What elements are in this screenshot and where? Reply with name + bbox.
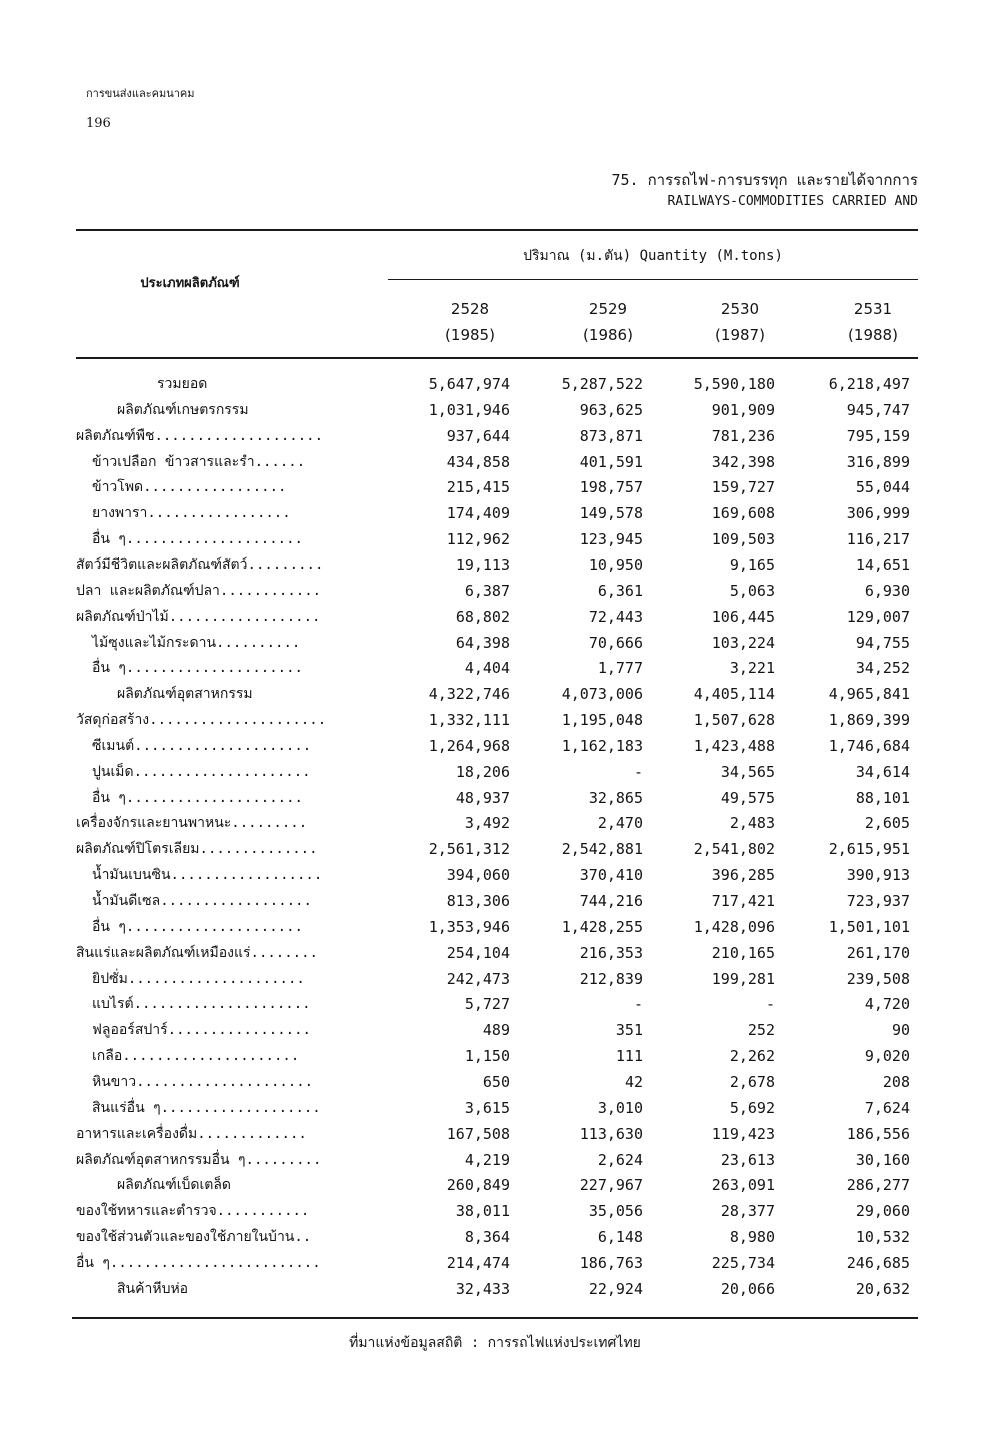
row-value: 1,501,101: [828, 917, 910, 936]
row-value: 2,678: [729, 1072, 775, 1091]
row-value: 29,060: [855, 1202, 910, 1221]
row-value: 744,216: [579, 892, 643, 910]
row-value: 103,224: [711, 633, 775, 652]
row-label: ผลิตภัณฑ์ป่าไม้..................: [76, 608, 321, 625]
row-label: ซีเมนต์.....................: [92, 737, 312, 754]
row-value: 208: [882, 1072, 910, 1091]
row-value: -: [765, 995, 775, 1014]
row-value: 254,104: [446, 943, 510, 962]
row-value: 186,763: [579, 1253, 643, 1272]
row-value: 650: [482, 1072, 510, 1091]
row-value: 94,755: [855, 633, 910, 652]
year-be: 2530: [720, 300, 760, 318]
row-value: 5,647,974: [428, 375, 510, 393]
table-row: [0, 914, 990, 940]
row-label: ปูนเม็ด.....................: [92, 763, 311, 780]
table-row: [0, 1095, 990, 1121]
year-be: 2529: [588, 300, 628, 318]
row-label: อื่น ๆ.....................: [92, 531, 303, 548]
row-value: 286,277: [846, 1176, 910, 1195]
table-row: [0, 604, 990, 630]
quantity-header: ปริมาณ (ม.ตัน) Quantity (M.tons): [523, 248, 783, 264]
year-ce: (1988): [848, 326, 898, 344]
row-value: 42: [624, 1072, 643, 1091]
row-label: ผลิตภัณฑ์พืช....................: [76, 427, 324, 444]
source-note: ที่มาแห่งข้อมูลสถิติ : การรถไฟแห่งประเทศไทย: [349, 1335, 641, 1351]
row-value: 30,160: [855, 1150, 910, 1169]
table-row: [0, 630, 990, 656]
table-row: [0, 526, 990, 552]
row-value: -: [633, 995, 643, 1014]
row-value: 64,398: [455, 633, 510, 652]
table-row: [0, 1276, 990, 1302]
row-value: 34,565: [720, 762, 775, 781]
row-value: 937,644: [446, 426, 510, 445]
table-row: [0, 1224, 990, 1250]
table-row: [0, 474, 990, 500]
row-value: 717,421: [711, 892, 775, 910]
row-value: 7,624: [864, 1098, 910, 1117]
row-value: 434,858: [446, 452, 510, 471]
row-label: หินขาว.....................: [92, 1073, 314, 1090]
table-row: [0, 810, 990, 836]
table-row: [0, 1017, 990, 1043]
row-value: 19,113: [455, 555, 510, 574]
row-value: 14,651: [855, 555, 910, 574]
header-bottom-rule: [76, 357, 918, 359]
row-value: 401,591: [579, 452, 643, 471]
year-column-header: [425, 296, 515, 348]
row-value: 227,967: [579, 1176, 643, 1195]
row-label: ยางพารา.................: [92, 505, 291, 522]
row-value: 2,262: [729, 1047, 775, 1066]
table-row: [0, 1250, 990, 1276]
table-row: [0, 1147, 990, 1173]
row-value: 1,195,048: [561, 711, 643, 730]
row-value: 149,578: [579, 504, 643, 523]
table-row: [0, 500, 990, 526]
table-row: [0, 449, 990, 475]
row-value: 34,252: [855, 659, 910, 678]
row-value: 4,404: [464, 659, 510, 678]
row-label: ผลิตภัณฑ์อุตสาหกรรมอื่น ๆ.........: [76, 1151, 322, 1168]
top-rule: [76, 229, 918, 231]
row-value: 20,632: [855, 1279, 910, 1298]
row-value: 109,503: [711, 530, 775, 549]
row-label: น้ำมันเบนซิน..................: [92, 867, 323, 884]
row-value: 3,615: [464, 1098, 510, 1117]
row-value: 6,387: [464, 581, 510, 600]
row-value: 342,398: [711, 452, 775, 471]
year-column-header: [828, 296, 918, 348]
row-value: 306,999: [846, 504, 910, 523]
row-value: 199,281: [711, 969, 775, 988]
row-value: 246,685: [846, 1253, 910, 1272]
bottom-rule: [72, 1317, 918, 1319]
row-value: 70,666: [588, 633, 643, 652]
table-row: [0, 836, 990, 862]
row-value: 1,869,399: [828, 711, 910, 730]
row-value: 390,913: [846, 866, 910, 885]
row-value: 351: [615, 1021, 643, 1040]
row-value: 396,285: [711, 866, 775, 885]
row-value: 55,044: [855, 478, 910, 497]
row-label: อาหารและเครื่องดื่ม.............: [76, 1125, 307, 1142]
row-label: ฟลูออร์สปาร์.................: [92, 1022, 311, 1039]
row-value: 169,608: [711, 504, 775, 523]
row-value: 1,150: [464, 1047, 510, 1066]
row-value: 263,091: [711, 1176, 775, 1195]
row-label: สินค้าหีบห่อ: [117, 1280, 189, 1297]
table-row: [0, 371, 990, 397]
row-value: 2,542,881: [561, 840, 643, 859]
row-value: 210,165: [711, 943, 775, 962]
row-label: ปลา และผลิตภัณฑ์ปลา............: [76, 582, 322, 599]
table-title-english: RAILWAYS-COMMODITIES CARRIED AND: [667, 194, 918, 209]
year-be: 2528: [450, 300, 490, 318]
row-value: 4,405,114: [693, 685, 775, 704]
row-value: 2,605: [864, 814, 910, 833]
row-value: 167,508: [446, 1124, 510, 1143]
row-value: 212,839: [579, 969, 643, 988]
row-value: 3,010: [597, 1098, 643, 1117]
row-label: เกลือ.....................: [92, 1048, 300, 1065]
row-value: 159,727: [711, 478, 775, 497]
row-value: 216,353: [579, 943, 643, 962]
row-label: สินแร่อื่น ๆ...................: [92, 1099, 321, 1116]
row-value: 6,930: [864, 581, 910, 600]
row-value: 873,871: [579, 426, 643, 445]
year-be: 2531: [853, 300, 893, 318]
row-value: 252: [747, 1021, 775, 1040]
row-value: 5,590,180: [693, 375, 775, 393]
table-row: [0, 785, 990, 811]
row-value: 963,625: [579, 400, 643, 419]
row-label: ผลิตภัณฑ์อุตสาหกรรม: [117, 686, 253, 703]
row-value: 106,445: [711, 607, 775, 626]
row-value: 8,980: [729, 1228, 775, 1247]
row-value: 1,162,183: [561, 736, 643, 755]
table-row: [0, 991, 990, 1017]
row-value: 113,630: [579, 1124, 643, 1143]
row-value: 1,777: [597, 659, 643, 678]
row-value: 8,364: [464, 1228, 510, 1247]
table-row: [0, 966, 990, 992]
year-column-header: [695, 296, 785, 348]
row-label: ผลิตภัณฑ์ปิโตรเลียม..............: [76, 841, 318, 858]
row-label: ของใช้ทหารและตำรวจ...........: [76, 1203, 310, 1220]
row-label: ข้าวเปลือก ข้าวสารและรำ......: [92, 453, 306, 470]
row-label: ข้าวโพด.................: [92, 479, 287, 496]
row-label: อื่น ๆ.....................: [92, 660, 303, 677]
row-value: 174,409: [446, 504, 510, 523]
row-label: สัตว์มีชีวิตและผลิตภัณฑ์สัตว์.........: [76, 556, 324, 573]
row-value: 5,692: [729, 1098, 775, 1117]
row-value: 32,433: [455, 1279, 510, 1298]
row-value: 112,962: [446, 530, 510, 549]
row-value: 1,264,968: [428, 736, 510, 755]
row-label: เครื่องจักรและยานพาหนะ.........: [76, 815, 308, 832]
row-label: อื่น ๆ.....................: [92, 789, 303, 806]
table-row: [0, 1172, 990, 1198]
row-value: 260,849: [446, 1176, 510, 1195]
row-label: ของใช้ส่วนตัวและของใช้ภายในบ้าน..: [76, 1229, 312, 1246]
row-value: 261,170: [846, 943, 910, 962]
row-value: 1,428,096: [693, 917, 775, 936]
row-value: 2,470: [597, 814, 643, 833]
row-value: 48,937: [455, 788, 510, 807]
row-value: 5,287,522: [561, 375, 643, 393]
row-label: ยิปซั่ม.....................: [92, 970, 305, 987]
row-value: 6,148: [597, 1228, 643, 1247]
table-row: [0, 888, 990, 914]
row-value: 781,236: [711, 426, 775, 445]
row-value: 186,556: [846, 1124, 910, 1143]
row-label: วัสดุก่อสร้าง.....................: [76, 712, 327, 729]
row-value: 225,734: [711, 1253, 775, 1272]
row-value: 1,332,111: [428, 711, 510, 730]
row-label: ผลิตภัณฑ์เบ็ดเตล็ด: [117, 1177, 232, 1194]
row-value: 22,924: [588, 1279, 643, 1298]
row-value: 2,541,802: [693, 840, 775, 859]
table-row: [0, 397, 990, 423]
row-value: 34,614: [855, 762, 910, 781]
row-label: สินแร่และผลิตภัณฑ์เหมืองแร่........: [76, 944, 318, 961]
row-value: 2,561,312: [428, 840, 510, 859]
row-value: 795,159: [846, 426, 910, 445]
row-value: 2,624: [597, 1150, 643, 1169]
row-value: 88,101: [855, 788, 910, 807]
year-ce: (1987): [715, 326, 765, 344]
row-value: 5,063: [729, 581, 775, 600]
row-value: 9,020: [864, 1047, 910, 1066]
quantity-header-rule: [388, 279, 918, 280]
table-row: [0, 1069, 990, 1095]
row-value: 489: [482, 1021, 510, 1040]
row-value: 28,377: [720, 1202, 775, 1221]
row-value: 2,483: [729, 814, 775, 833]
table-title-thai: 75. การรถไฟ-การบรรทุก และรายได้จากการ: [611, 171, 918, 189]
row-value: 4,219: [464, 1150, 510, 1169]
row-value: 72,443: [588, 607, 643, 626]
year-ce: (1985): [445, 326, 495, 344]
row-value: 1,423,488: [693, 736, 775, 755]
row-value: -: [633, 762, 643, 781]
row-value: 6,361: [597, 581, 643, 600]
row-value: 4,322,746: [428, 685, 510, 704]
row-value: 23,613: [720, 1150, 775, 1169]
row-value: 1,428,255: [561, 917, 643, 936]
table-row: [0, 655, 990, 681]
row-label: อื่น ๆ.....................: [92, 918, 303, 935]
year-column-header: [563, 296, 653, 348]
row-value: 111: [615, 1047, 643, 1066]
year-ce: (1986): [583, 326, 633, 344]
row-value: 3,492: [464, 814, 510, 833]
row-label: แบไรต์.....................: [92, 996, 311, 1013]
row-value: 20,066: [720, 1279, 775, 1298]
row-value: 4,073,006: [561, 685, 643, 704]
row-value: 4,965,841: [828, 685, 910, 704]
row-value: 18,206: [455, 762, 510, 781]
table-row: [0, 423, 990, 449]
row-value: 901,909: [711, 400, 775, 419]
row-value: 6,218,497: [828, 375, 910, 393]
table-row: [0, 759, 990, 785]
row-value: 38,011: [455, 1202, 510, 1221]
row-value: 813,306: [446, 892, 510, 910]
table-row: [0, 1121, 990, 1147]
table-row: [0, 1198, 990, 1224]
row-value: 1,031,946: [428, 400, 510, 419]
row-value: 242,473: [446, 969, 510, 988]
row-value: 9,165: [729, 555, 775, 574]
row-value: 10,532: [855, 1228, 910, 1247]
row-value: 49,575: [720, 788, 775, 807]
row-value: 370,410: [579, 866, 643, 885]
row-value: 90: [891, 1021, 910, 1040]
row-value: 1,507,628: [693, 711, 775, 730]
table-row: [0, 578, 990, 604]
row-value: 723,937: [846, 892, 910, 910]
row-label: น้ำมันดีเซล..................: [92, 893, 312, 909]
row-value: 68,802: [455, 607, 510, 626]
row-value: 945,747: [846, 400, 910, 419]
row-value: 2,615,951: [828, 840, 910, 859]
row-value: 3,221: [729, 659, 775, 678]
row-label: ผลิตภัณฑ์เกษตรกรรม: [117, 401, 249, 418]
row-label: รวมยอด: [157, 376, 208, 392]
row-value: 32,865: [588, 788, 643, 807]
row-value: 35,056: [588, 1202, 643, 1221]
row-label: ไม้ซุงและไม้กระดาน..........: [92, 634, 301, 651]
row-label: อื่น ๆ.........................: [76, 1254, 321, 1271]
table-row: [0, 1043, 990, 1069]
row-value: 5,727: [464, 995, 510, 1014]
row-value: 10,950: [588, 555, 643, 574]
row-value: 215,415: [446, 478, 510, 497]
row-value: 1,353,946: [428, 917, 510, 936]
table-row: [0, 707, 990, 733]
section-header: การขนส่งและคมนาคม: [86, 87, 195, 100]
row-header-label: ประเภทผลิตภัณฑ์: [140, 276, 240, 291]
page-number: 196: [86, 116, 111, 131]
table-row: [0, 733, 990, 759]
row-value: 214,474: [446, 1253, 510, 1272]
row-value: 394,060: [446, 866, 510, 885]
table-row: [0, 940, 990, 966]
row-value: 198,757: [579, 478, 643, 497]
row-value: 129,007: [846, 607, 910, 626]
row-value: 4,720: [864, 995, 910, 1014]
table-row: [0, 552, 990, 578]
table-row: [0, 862, 990, 888]
table-row: [0, 681, 990, 707]
row-value: 1,746,684: [828, 736, 910, 755]
row-value: 123,945: [579, 530, 643, 549]
row-value: 116,217: [846, 530, 910, 549]
row-value: 119,423: [711, 1124, 775, 1143]
row-value: 239,508: [846, 969, 910, 988]
row-value: 316,899: [846, 452, 910, 471]
